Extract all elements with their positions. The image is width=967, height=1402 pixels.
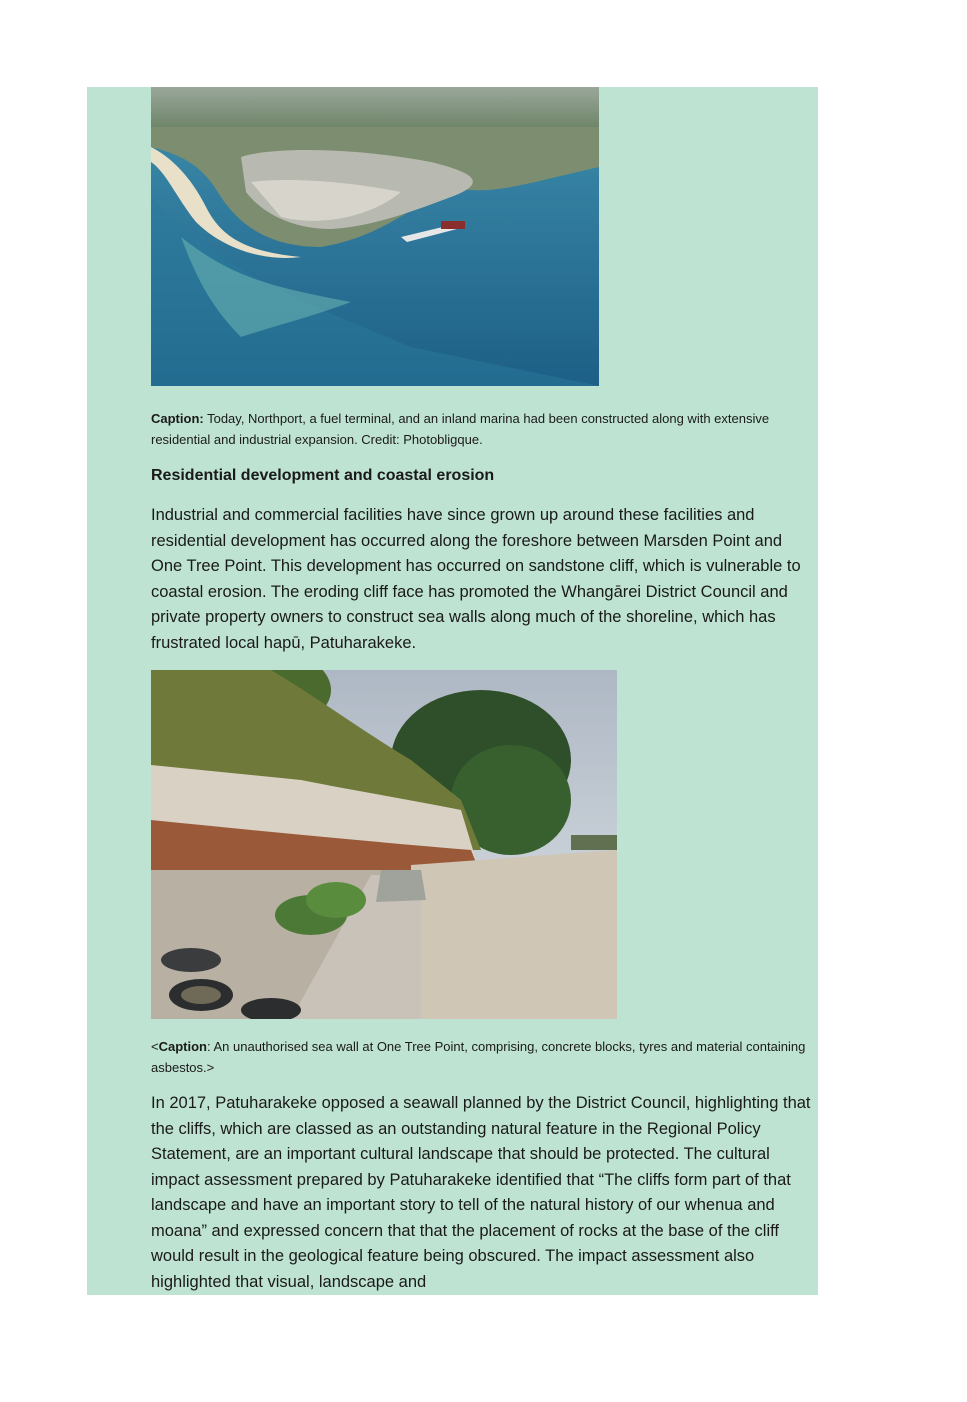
seawall-photo (151, 670, 617, 1019)
aerial-photo-graphic (151, 87, 599, 386)
seawall-photo-graphic (151, 670, 617, 1019)
section-heading: Residential development and coastal erosion (151, 467, 495, 484)
photo-caption-1 (151, 408, 813, 450)
body-paragraph-1: Industrial and commercial facilities have since grown up around these facilities and residential development has occurred along the foreshore between Marsden Point and One Tree Point. This development has occurred on sandstone cliff, which is vulnerable to coastal erosion. The eroding cliff face has promoted the Whangārei District Council and private property owners to construct sea walls along much of the shoreline, which has frustrated local hapū, Patuharakeke. (151, 506, 801, 652)
caption-label: Caption (158, 1039, 207, 1054)
caption-label: Caption: (151, 411, 204, 426)
body-paragraph-2: In 2017, Patuharakeke opposed a seawall planned by the District Council, highlighting that the cliffs, which are classed as an outstanding natural feature in the Regional Policy Statement, are an important cultural landscape that should be protected. The cultural impact assessment prepared by Patuharakeke identified that “The cliffs form part of that landscape and have an important story to tell of the natural history of our whenua and moana” and expressed concern that that the placement of rocks at the base of the cliff would result in the geological feature being obscured. The impact assessment also highlighted that visual, landscape and (151, 1094, 811, 1291)
aerial-photo (151, 87, 599, 386)
caption-text: : An unauthorised sea wall at One Tree Point, comprising, concrete blocks, tyres and material containing asbestos.> (151, 1039, 806, 1075)
photo-caption-2 (151, 1036, 813, 1078)
caption-open-bracket: < (151, 1039, 159, 1054)
document-panel (87, 87, 818, 1295)
caption-text: Today, Northport, a fuel terminal, and an inland marina had been constructed along with extensive residential and industrial expansion. Credit: Photobligque. (151, 411, 770, 447)
